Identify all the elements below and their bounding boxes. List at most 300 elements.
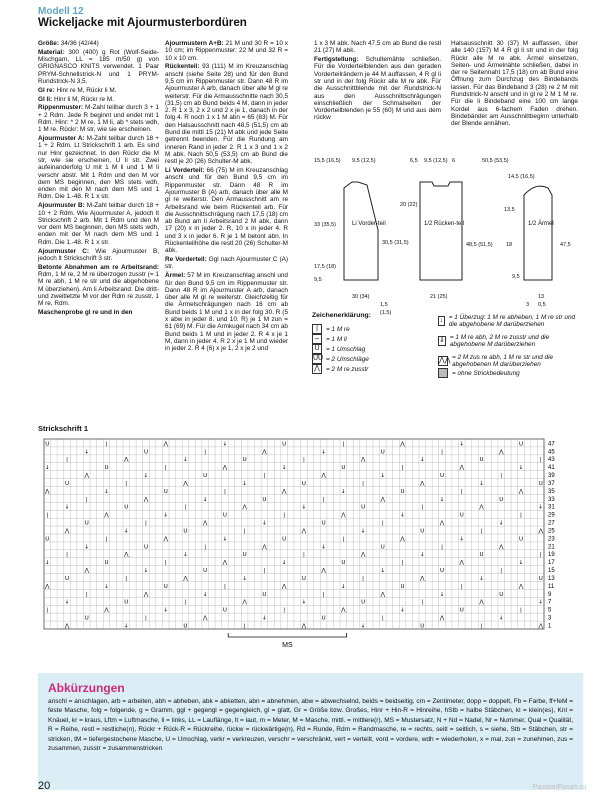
paragraph bbox=[38, 49, 159, 85]
measurement-label: 30 (34) bbox=[352, 294, 370, 300]
measurement-label: 13 bbox=[538, 294, 545, 300]
stitch-symbol: ↓ bbox=[64, 599, 70, 606]
stitch-symbol: ⋀ bbox=[360, 552, 366, 559]
paragraph-label: Gl li: bbox=[38, 95, 53, 103]
measurement-label: 30,5 (31,5) bbox=[382, 240, 409, 246]
stitch-symbol: ↓ bbox=[301, 599, 307, 606]
stitch-symbol: U bbox=[222, 607, 227, 614]
row-number: 43 bbox=[548, 457, 555, 464]
row-number: 13 bbox=[548, 575, 555, 582]
stitch-symbol: U bbox=[45, 441, 50, 448]
paragraph bbox=[38, 202, 159, 246]
row-number: 39 bbox=[548, 473, 555, 479]
measurement-label: 6 bbox=[452, 158, 456, 164]
stitch-symbol: | bbox=[539, 457, 542, 464]
stitch-symbol: U bbox=[143, 544, 148, 551]
stitch-symbol: ⋀ bbox=[301, 528, 307, 535]
stitch-symbol: ↓ bbox=[163, 607, 169, 614]
stitch-symbol: U bbox=[282, 536, 287, 543]
paragraph-text: Ggl nach Ajourmuster C (A) str. bbox=[165, 256, 288, 271]
stitch-symbol: | bbox=[401, 560, 404, 567]
legend-title: Zeichenerklärung: bbox=[312, 312, 371, 319]
stitch-symbol: U bbox=[479, 457, 484, 464]
stitch-symbol: | bbox=[46, 512, 49, 519]
paragraph-text: 21 M und 30 R = 10 x 10 cm; im Rippenmuster: 22 M und 32 R = 10 x 10 cm. bbox=[165, 40, 288, 62]
stitch-symbol: ⋀ bbox=[420, 480, 425, 487]
row-number: 11 bbox=[548, 583, 555, 590]
stitch-symbol: U bbox=[163, 488, 168, 495]
stitch-symbol: ↓ bbox=[281, 465, 287, 472]
paragraph bbox=[38, 40, 159, 47]
stitch-symbol: | bbox=[302, 552, 305, 559]
stitch-symbol: | bbox=[539, 552, 542, 559]
paragraph bbox=[165, 256, 288, 271]
measurement-label: 48,5 (51,5) bbox=[466, 242, 493, 248]
row-number: 45 bbox=[548, 449, 555, 456]
stitch-symbol: | bbox=[145, 615, 147, 622]
legend-item bbox=[438, 334, 582, 348]
measurement-label: 21 (25) bbox=[430, 294, 448, 300]
stitch-symbol: ⋀ bbox=[380, 591, 386, 598]
paragraph-text: Wie Ajourmuster B, jedoch lt Strickschrift 3 str. bbox=[38, 247, 160, 262]
stitch-symbol: ⋀ bbox=[183, 480, 188, 487]
measurement-label: 9,5 (12,5) bbox=[352, 158, 376, 164]
stitch-symbol: ↓ bbox=[479, 480, 484, 487]
stitch-symbol: ↓ bbox=[459, 536, 465, 543]
stitch-symbol: ⋀ bbox=[104, 512, 109, 519]
stitch-symbol: ↓ bbox=[321, 449, 326, 456]
row-number: 15 bbox=[548, 568, 555, 574]
stitch-symbol: ⋀ bbox=[321, 473, 326, 479]
stitch-symbol: U bbox=[104, 560, 109, 567]
stitch-symbol: U bbox=[341, 465, 346, 472]
knitting-chart bbox=[38, 433, 583, 658]
row-number: 25 bbox=[548, 528, 555, 535]
paragraph-label: Rückenteil: bbox=[165, 63, 200, 71]
paragraph-text: M-Zahl teilbar durch 18 + 10 + 2 Rdm. Wie Ajourmuster A, jedoch lt Strickschrift 2 arb. Mit 1 Rdm und den M vor dem MS beginnen, den MS stets wdh, enden mit der M nach dem MS und 1 Rdm. Die 1.-48. R 1 x str. bbox=[38, 202, 159, 246]
measurement-label: 13,5 bbox=[504, 207, 515, 213]
stitch-symbol: ⋀ bbox=[281, 583, 287, 590]
paragraph bbox=[314, 56, 441, 122]
paragraph-text: 57 M im Kreuzanschlag anschl und für den Bund 9,5 cm im Rippenmuster str. Dann 48 R im Ajourmuster A arb, danach über alle M gl re weiterstr. Gleichzeitig für die Ärmelschrägungen nach 16 cm ab Bund beids 1 M und 1 x in der folg 30. R (5 x abw in jeder 8. und 10. R) je 1 M zun = 61 (69) M. Für die Armkugel nach 34 cm ab Bund beids 1 M und in jeder 2. R 4 x je 1 M, dann in jeder 4. R 2 x je 1 M und wieder in jeder 2. R 4 (6) x je 1, 2 x je 2 und bbox=[165, 272, 288, 353]
paragraph-text: 66 (75) M im Kreuzanschlag anschl und für den Bund 9,5 cm im Rippenmuster str. Dann 48 R im Ajourmuster B (A) arb, danach über alle M gl re weiterstr. Den Armausschnitt am re Arbeitsrand wie beim Rückenteil arb. Für die Ausschnittschrägung nach 17,5 (18) cm ab Bund am li Arbeitsrand 2 M abk, dann 17 (20) x in jeder 2. R, 10 x in jeder 4. R und 3 x in jeder 6. R je 1 M betont abn. In Rückenteilhöhe die restl 20 (26) Schulter-M abk. bbox=[165, 167, 288, 255]
measurement-label: 17,5 (18) bbox=[314, 264, 337, 270]
legend-item bbox=[312, 344, 432, 354]
paragraph bbox=[38, 264, 159, 308]
stitch-symbol: ⋀ bbox=[242, 504, 247, 511]
stitch-symbol: | bbox=[421, 504, 424, 511]
paragraph-label: Größe: bbox=[38, 40, 59, 47]
stitch-symbol: U bbox=[45, 536, 50, 543]
row-number: 5 bbox=[548, 607, 552, 614]
stitch-symbol: ↓ bbox=[321, 544, 326, 551]
paragraph bbox=[38, 309, 159, 316]
stitch-symbol: | bbox=[145, 520, 147, 527]
stitch-symbol: ⋀ bbox=[143, 496, 149, 503]
back-label: 1/2 Rücken-teil bbox=[424, 221, 465, 227]
stitch-symbol: | bbox=[381, 520, 384, 527]
stitch-symbol: ⋀ bbox=[222, 465, 228, 472]
stitch-symbol: U bbox=[380, 449, 385, 456]
stitch-symbol: ↓ bbox=[360, 623, 366, 630]
legend-symbol: | bbox=[312, 324, 322, 334]
stitch-symbol: U bbox=[143, 449, 148, 456]
stitch-symbol: U bbox=[538, 480, 543, 487]
stitch-symbol: ↓ bbox=[400, 512, 405, 519]
stitch-symbol: U bbox=[459, 607, 464, 614]
stitch-symbol: U bbox=[84, 615, 89, 622]
stitch-symbol: ⋀ bbox=[104, 607, 109, 614]
stitch-symbol: U bbox=[163, 583, 168, 590]
stitch-symbol: ↓ bbox=[123, 623, 129, 630]
stitch-symbol: | bbox=[223, 488, 226, 495]
stitch-symbol: ⋀ bbox=[301, 623, 307, 630]
paragraph bbox=[451, 40, 578, 128]
stitch-symbol: U bbox=[321, 520, 326, 527]
instructions-column-3 bbox=[314, 40, 441, 123]
stitch-symbol: | bbox=[421, 599, 424, 606]
paragraph bbox=[165, 272, 288, 352]
stitch-symbol: | bbox=[283, 512, 286, 519]
paragraph-text: 34/36 (42/44) bbox=[58, 40, 99, 47]
stitch-symbol: U bbox=[242, 552, 247, 559]
abbreviations-text: anschl = anschlagen, arb = arbeiten, abh = abheben, abk = abketten, abn = abnehmen, abw = abwechselnd, beids = beidseitig, cm = Zentimeter, dopp = doppelt, Fb = Farbe, ff+feM = feste Masche, folg = folgende, g = Gramm, ggl + gegengl = gegengleich, gl = glatt, Gr = Größe bzw. Großes, Hinr + Hin-R = Hinreihe, hStb = halbe Stäbchen, kl = klein(es), Knl = Knäuel, kr = kraus, Lftm = Luftmasche, li = links, LL = Lauflänge, lt = laut, m = Meter, M = Masche, mittl. = mittlere(r), MS = Mustersatz, N + Nd = Nadel, Nr = Nummer, Qual = Qualität, R = Reihe, restl = restliche(n), Rückr + Rück-R = Rückreihe, rückw = rückwärtige(n), Rd = Runde, Rdm = Randmasche, re = rechts, seitl = seitlich, s = siehe, Stb = Stäbchen, str = stricken, tM = tiefergestochene Masche, U = Umschlag, verkr = verkreuzen, verschr = verschränkt, vert = verteilt, vord = vordere, wdh = wiederholen, x = mal, zun = zunehmen, zus = zusammen, zusstr = zusammenstricken bbox=[48, 698, 573, 753]
paragraph-label: Fertigstellung: bbox=[314, 56, 359, 64]
paragraph-label: Ajourmuster C: bbox=[38, 247, 90, 255]
stitch-symbol: | bbox=[263, 568, 266, 574]
stitch-symbol: ⋀ bbox=[341, 512, 346, 519]
stitch-symbol: ⋀ bbox=[262, 449, 267, 456]
legend-text: = 2 Umschläge bbox=[326, 355, 369, 363]
row-number: 3 bbox=[548, 615, 552, 622]
stitch-symbol: U bbox=[518, 441, 523, 448]
stitch-symbol: ⋀ bbox=[45, 583, 50, 590]
stitch-symbol: | bbox=[66, 457, 68, 464]
stitch-symbol: ↓ bbox=[341, 583, 346, 590]
stitch-symbol: | bbox=[164, 465, 167, 472]
stitch-symbol: | bbox=[342, 441, 345, 448]
stitch-symbol: U bbox=[321, 615, 326, 622]
legend-item bbox=[438, 314, 582, 328]
legend-symbol: ↓ bbox=[439, 317, 444, 324]
paragraph-label: Ajourmuster B: bbox=[38, 202, 85, 210]
stitch-symbol: ⋀ bbox=[123, 552, 129, 559]
paragraph-label: Material: bbox=[38, 48, 65, 56]
stitch-symbol: ↓ bbox=[498, 615, 504, 622]
stitch-symbol: U bbox=[262, 591, 267, 598]
legend-symbol: U bbox=[312, 344, 322, 354]
stitch-symbol: U bbox=[420, 623, 425, 630]
model-label: Modell 12 bbox=[38, 6, 84, 17]
stitch-symbol: U bbox=[440, 473, 445, 479]
stitch-symbol: ⋀ bbox=[459, 465, 465, 472]
paragraph bbox=[165, 63, 288, 165]
stitch-symbol: ⋀ bbox=[84, 568, 90, 574]
stitch-symbol: ⋀ bbox=[439, 520, 445, 527]
stitch-symbol: ⋀ bbox=[143, 591, 149, 598]
stitch-symbol: ⋀ bbox=[400, 536, 405, 543]
stitch-symbol: ↓ bbox=[498, 520, 504, 527]
stitch-symbol: ↓ bbox=[419, 457, 425, 464]
stitch-symbol: U bbox=[65, 480, 70, 487]
legend-text: = 1 M re abh, 2 M re zusstr und die abgehobene M darüberziehen bbox=[449, 334, 550, 348]
stitch-symbol: ↓ bbox=[44, 465, 50, 472]
stitch-symbol: | bbox=[46, 607, 49, 614]
row-number: 35 bbox=[548, 488, 555, 495]
stitch-symbol: ⋀ bbox=[479, 504, 484, 511]
stitch-symbol: | bbox=[342, 536, 345, 543]
stitch-symbol: | bbox=[322, 591, 325, 598]
paragraph-label: Ärmel: bbox=[165, 272, 186, 280]
stitch-symbol: ⋀ bbox=[498, 449, 504, 456]
sleeve-outline bbox=[524, 186, 552, 280]
instructions-column-1 bbox=[38, 40, 159, 318]
row-number: 31 bbox=[548, 504, 555, 511]
paragraph-label: Betonte Abnahmen am re Arbeitsrand: bbox=[38, 263, 159, 271]
paragraph bbox=[38, 96, 159, 103]
legend-text: = 1 M re bbox=[326, 325, 350, 333]
stitch-symbol: | bbox=[243, 623, 246, 630]
stitch-symbol: U bbox=[65, 575, 70, 582]
stitch-symbol: ⋀ bbox=[360, 457, 366, 464]
paragraph-text: 1 x 3 M abk. Nach 47,5 cm ab Bund die restl 21 (27) M abk. bbox=[314, 40, 441, 55]
repeat-bracket bbox=[228, 633, 346, 637]
row-number: 27 bbox=[548, 520, 555, 527]
stitch-symbol: ↓ bbox=[104, 488, 109, 495]
stitch-symbol: U bbox=[282, 441, 287, 448]
row-number: 17 bbox=[548, 560, 555, 567]
stitch-symbol: ↓ bbox=[518, 465, 524, 472]
legend-symbol: UU bbox=[313, 355, 324, 362]
paragraph bbox=[38, 248, 159, 263]
paragraph-text: Hinr li M, Rückr re M. bbox=[52, 95, 114, 103]
paragraph-text: 300 (400) g Rot (Wolf-Seide-Mischgarn, LL = 185 m/50 g) von GRIGNASCO KNITS verwendet. 1 Paar PRYM-Schnellstrick-N und 1 PRYM-Rundstrick-N 3,5. bbox=[38, 48, 159, 85]
stitch-symbol: ⋀ bbox=[183, 575, 188, 582]
paragraph-label: Maschenprobe gl re und in den bbox=[38, 308, 133, 316]
legend-item bbox=[312, 364, 432, 374]
stitch-symbol: ⋀ bbox=[242, 599, 247, 606]
stitch-symbol: ⋀ bbox=[163, 536, 168, 543]
stitch-symbol: | bbox=[184, 599, 187, 606]
stitch-symbol: ⋀ bbox=[498, 544, 504, 551]
measurement-label: 9,5 bbox=[512, 274, 520, 280]
stitch-symbol: | bbox=[520, 607, 522, 614]
instructions-column-4 bbox=[451, 40, 578, 129]
page-title: Wickeljacke mit Ajourmusterbordüren bbox=[38, 16, 247, 29]
stitch-symbol: ↓ bbox=[84, 544, 90, 551]
row-number: 47 bbox=[548, 441, 555, 448]
stitch-symbol: ⋀ bbox=[518, 583, 524, 590]
stitch-symbol: | bbox=[85, 591, 88, 598]
stitch-symbol: | bbox=[500, 568, 503, 574]
row-number: 41 bbox=[548, 465, 555, 472]
paragraph bbox=[165, 40, 288, 62]
stitch-symbol: | bbox=[204, 544, 207, 551]
stitch-symbol: | bbox=[441, 449, 443, 456]
stitch-symbol: ↓ bbox=[479, 575, 484, 582]
stitch-symbol: ↓ bbox=[143, 568, 149, 574]
stitch-symbol: | bbox=[125, 480, 128, 487]
stitch-symbol: ⋀ bbox=[202, 615, 208, 622]
stitch-symbol: | bbox=[480, 528, 483, 535]
measurement-label: 47,5 bbox=[560, 242, 571, 248]
stitch-symbol: | bbox=[381, 615, 384, 622]
stitch-symbol: U bbox=[203, 473, 208, 479]
stitch-symbol: ↓ bbox=[202, 496, 208, 503]
measurement-label: 20 (22) bbox=[400, 202, 418, 208]
measurement-label: 18 bbox=[506, 242, 513, 248]
legend-text: = 1 Überzug: 1 M re abheben, 1 M re str und die abgehobene M darüberziehen bbox=[448, 314, 576, 328]
watermark: PassionForum.ru bbox=[532, 784, 586, 791]
stitch-symbol: ↓ bbox=[143, 473, 149, 479]
stitch-symbol: U bbox=[104, 465, 109, 472]
stitch-symbol: ↓ bbox=[84, 449, 90, 456]
legend-symbol bbox=[438, 368, 448, 378]
stitch-symbol: ↓ bbox=[419, 552, 425, 559]
row-number: 29 bbox=[548, 512, 555, 519]
front-label: Li Vorder-teil bbox=[352, 221, 386, 227]
stitch-symbol: ↓ bbox=[439, 496, 445, 503]
stitch-symbol: U bbox=[262, 496, 267, 503]
stitch-symbol: | bbox=[460, 583, 463, 590]
paragraph-text: M-Zahl teilbar durch 3 + 1 + 2 Rdm. Jede R beginnt und endet mit 1 Rdm. Hinr: * 2 M re, 1 M li, ab * stets wdh, 1 M re. Rückr: M str, wie sie erscheinen. bbox=[38, 104, 159, 134]
sleeve-label: 1/2 Ärmel bbox=[528, 221, 554, 227]
stitch-symbol: ⋀ bbox=[64, 623, 70, 630]
row-number: 9 bbox=[548, 591, 552, 598]
legend-text: = 2 M re zusstr bbox=[326, 365, 369, 373]
stitch-symbol: ↓ bbox=[242, 480, 247, 487]
stitch-symbol: ⋀ bbox=[202, 520, 208, 527]
legend-symbol: – bbox=[312, 334, 322, 344]
stitch-symbol: ↓ bbox=[380, 568, 386, 574]
legend-item bbox=[312, 334, 432, 344]
legend-item bbox=[438, 354, 582, 368]
paragraph bbox=[314, 40, 441, 55]
measurement-label: 14,5 (16,5) bbox=[508, 174, 535, 180]
measurement-label: 6,5 bbox=[410, 158, 418, 164]
legend-text: = 1 M li bbox=[326, 335, 347, 343]
paragraph-text: Schultemähte schließen. Für die Vorderteilblenden aus den geraden Vorderteilrändern je 44 M auffassen, 4 R gl li str und in der folg Rückr alle M re abk. Für die Ausschnittblende mit der Rundstrick-N aus den Ausschnittschrägungen einschließlich der Schmalseiten der Vorderteilblenden je 55 (60) M und aus dem rückw bbox=[314, 56, 441, 122]
legend bbox=[312, 312, 582, 412]
paragraph-text: Halsausschnitt 30 (37) M auffassen, über alle 140 (157) M 4 R gl li str und in der folg Rückr alle M re abk. Ärmel einsetzen, Seiten- und Ärmelnähte schließen, dabei in der re Seitennaht 17,5 (18) cm ab Bund eine Öffnung zum Durchzug des Bindebands lassen. Für das Bindeband 3 (28) re 2 M mit Rundstrick-N anschl und in gl re 2 M 1 M re. Für die li Bindeband eine 100 cm lange Kordel aus 6-fachem Faden drehen. Bindebänder am Ausschnittbeginn unterhalb der Blende annähen. bbox=[451, 40, 578, 128]
stitch-symbol: ↓ bbox=[281, 560, 287, 567]
paragraph-label: Li Vorderteil: bbox=[165, 167, 205, 175]
legend-item bbox=[312, 354, 432, 364]
stitch-symbol: U bbox=[124, 599, 129, 606]
stitch-symbol: ↓ bbox=[360, 528, 366, 535]
measurement-label: 3 bbox=[526, 302, 530, 308]
stitch-symbol: | bbox=[105, 536, 108, 543]
stitch-symbol: ⋀ bbox=[400, 441, 405, 448]
stitch-symbol: ↓ bbox=[301, 504, 307, 511]
measurement-label: (1,5) bbox=[380, 310, 392, 316]
stitch-symbol: ↓ bbox=[222, 441, 228, 448]
stitch-symbol: ⋀ bbox=[380, 496, 386, 503]
stitch-symbol: | bbox=[184, 504, 187, 511]
row-number: 37 bbox=[548, 480, 555, 487]
legend-text: = 2 M zus re abh, 1 M re str und die abgehobenen M darüberziehen bbox=[452, 354, 554, 368]
stitch-symbol: U bbox=[84, 520, 89, 527]
repeat-label: MS bbox=[282, 642, 293, 649]
row-number: 33 bbox=[548, 496, 555, 503]
stitch-symbol: ↓ bbox=[202, 591, 208, 598]
stitch-symbol: | bbox=[125, 575, 128, 582]
stitch-symbol: | bbox=[263, 473, 266, 479]
legend-text: = ohne Strickbedeutung bbox=[452, 369, 520, 377]
stitch-symbol: ⋀ bbox=[420, 575, 425, 582]
stitch-symbol: | bbox=[480, 623, 483, 630]
stitch-symbol: U bbox=[183, 528, 188, 535]
stitch-symbol: | bbox=[302, 457, 305, 464]
stitch-symbol: U bbox=[341, 560, 346, 567]
stitch-symbol: U bbox=[124, 504, 129, 511]
legend-symbol: ⋀⋀ bbox=[439, 357, 451, 364]
paragraph bbox=[38, 87, 159, 94]
stitch-symbol: ↓ bbox=[538, 599, 544, 606]
measurement-label: 1,5 bbox=[380, 302, 388, 308]
stitch-symbol: | bbox=[500, 473, 503, 479]
back-piece-outline bbox=[420, 182, 465, 280]
stitch-symbol: ↓ bbox=[400, 607, 405, 614]
row-number: 19 bbox=[548, 552, 555, 559]
stitch-symbol: ⋀ bbox=[281, 488, 287, 495]
stitch-symbol: ⋀ bbox=[262, 544, 267, 551]
stitch-symbol: ⋀ bbox=[341, 607, 346, 614]
stitch-symbol: | bbox=[441, 544, 443, 551]
chart-title: Strickschrift 1 bbox=[38, 424, 89, 433]
stitch-symbol: ⋀ bbox=[479, 599, 484, 606]
stitch-symbol: U bbox=[499, 591, 504, 598]
stitch-symbol: | bbox=[164, 560, 167, 567]
abbreviations-box bbox=[38, 673, 583, 790]
instructions-column-2 bbox=[165, 40, 288, 354]
stitch-symbol: U bbox=[301, 480, 306, 487]
stitch-symbol: ↓ bbox=[380, 473, 386, 479]
stitch-symbol: ↓ bbox=[518, 560, 524, 567]
paragraph bbox=[38, 104, 159, 133]
page-number: 20 bbox=[38, 780, 51, 792]
stitch-symbol: U bbox=[400, 583, 405, 590]
stitch-symbol: | bbox=[66, 552, 68, 559]
measurement-label: 50,5 (53,5) bbox=[482, 158, 509, 164]
stitch-symbol: ↓ bbox=[262, 520, 267, 527]
stitch-symbol: | bbox=[401, 465, 404, 472]
stitch-symbol: U bbox=[242, 457, 247, 464]
stitch-symbol: ↓ bbox=[163, 512, 169, 519]
stitch-symbol: ↓ bbox=[183, 457, 188, 464]
stitch-symbol: | bbox=[460, 488, 463, 495]
stitch-symbol: ↓ bbox=[183, 552, 188, 559]
stitch-symbol: | bbox=[243, 528, 246, 535]
stitch-symbol: ↓ bbox=[439, 591, 445, 598]
stitch-symbol: ↓ bbox=[104, 583, 109, 590]
stitch-symbol: ↓ bbox=[242, 575, 247, 582]
stitch-symbol: ⋀ bbox=[163, 441, 168, 448]
stitch-symbol: ⋀ bbox=[459, 560, 465, 567]
stitch-symbol: U bbox=[301, 575, 306, 582]
stitch-symbol: U bbox=[380, 544, 385, 551]
stitch-symbol: ⋀ bbox=[538, 528, 543, 535]
stitch-symbol: U bbox=[203, 568, 208, 574]
row-number: 1 bbox=[548, 623, 552, 630]
stitch-symbol: ↓ bbox=[123, 528, 129, 535]
stitch-symbol: U bbox=[420, 528, 425, 535]
legend-symbol: ⇓ bbox=[439, 337, 445, 344]
row-number: 23 bbox=[548, 536, 555, 543]
measurement-label: 15,5 (16,5) bbox=[314, 158, 341, 164]
legend-item bbox=[438, 368, 582, 378]
paragraph-label: Ajourmustern A+B: bbox=[165, 40, 224, 47]
